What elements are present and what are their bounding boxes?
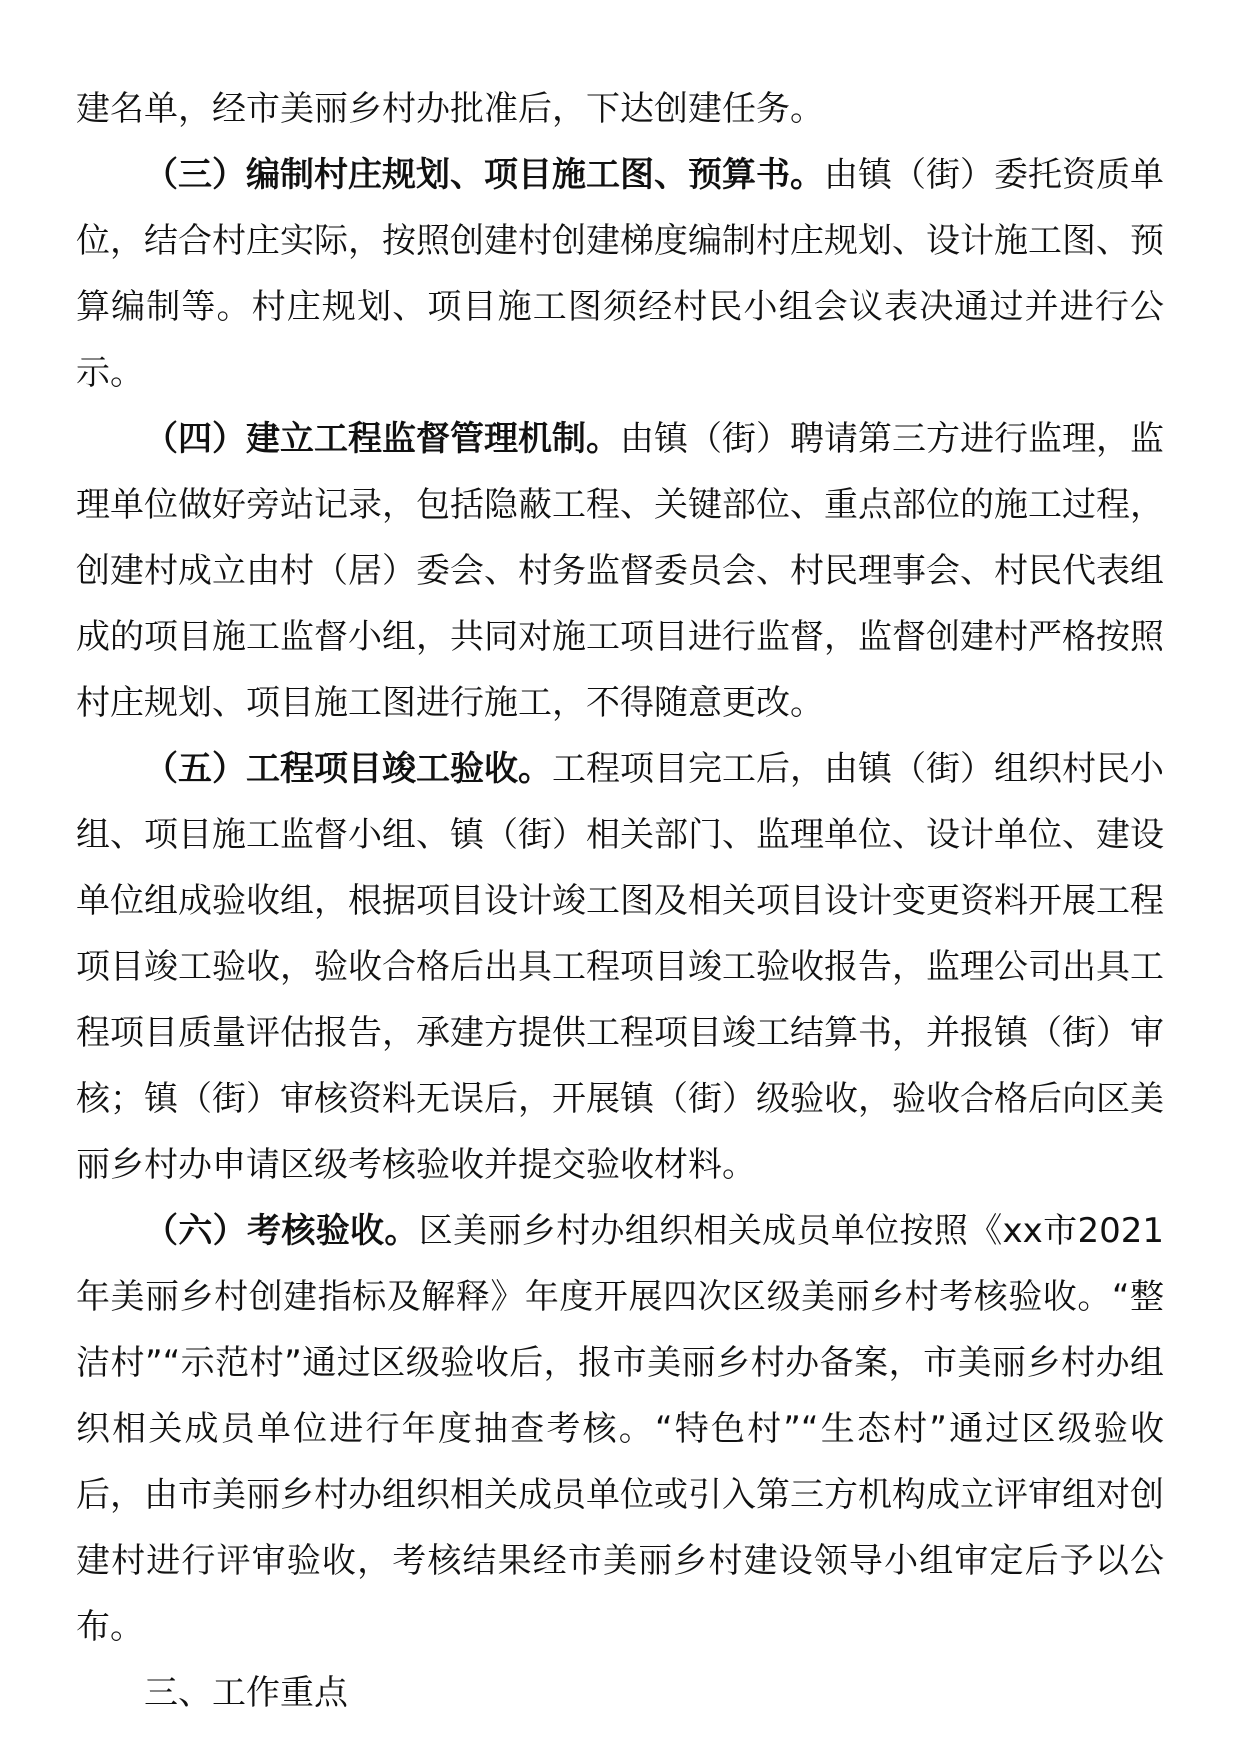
paragraph-text: 区美丽乡村办组织相关成员单位按照《xx市2021年美丽乡村创建指标及解释》年度开展四次区级美丽乡村考核验收。“整洁村”“示范村”通过区级验收后，报市美丽乡村办备案，市美丽乡村办组织相关成员单位进行年度抽查考核。“特色村”“生态村”通过区级验收后，由市美丽乡村办组织相关成员单位或引入第三方机构成立评审组对创建村进行评审验收，考核结果经市美丽乡村建设领导小组审定后予以公布。 [76,1211,1164,1647]
chapter-heading [76,1660,1164,1726]
paragraph-section-3 [76,142,1164,406]
section-heading: （三）编制村庄规划、项目施工图、预算书。 [144,155,824,195]
chapter-title: 三、工作重点 [144,1673,348,1713]
section-heading: （四）建立工程监督管理机制。 [144,419,620,459]
paragraph-continuation [76,76,1164,142]
paragraph-section-6 [76,1198,1164,1660]
paragraph-section-4 [76,406,1164,736]
paragraph-text: 由镇（街）委托资质单位，结合村庄实际，按照创建村创建梯度编制村庄规划、设计施工图、预算编制等。村庄规划、项目施工图须经村民小组会议表决通过并进行公示。 [76,155,1164,393]
paragraph-section-5 [76,736,1164,1198]
paragraph-text: 建名单，经市美丽乡村办批准后，下达创建任务。 [76,89,824,129]
paragraph-text: 工程项目完工后，由镇（街）组织村民小组、项目施工监督小组、镇（街）相关部门、监理单位、设计单位、建设单位组成验收组，根据项目设计竣工图及相关项目设计变更资料开展工程项目竣工验收，验收合格后出具工程项目竣工验收报告，监理公司出具工程项目质量评估报告，承建方提供工程项目竣工结算书，并报镇（街）审核；镇（街）审核资料无误后，开展镇（街）级验收，验收合格后向区美丽乡村办申请区级考核验收并提交验收材料。 [76,749,1164,1185]
section-heading: （五）工程项目竣工验收。 [144,749,552,789]
section-heading: （六）考核验收。 [144,1211,419,1251]
paragraph-text: 由镇（街）聘请第三方进行监理，监理单位做好旁站记录，包括隐蔽工程、关键部位、重点部位的施工过程，创建村成立由村（居）委会、村务监督委员会、村民理事会、村民代表组成的项目施工监督小组，共同对施工项目进行监督，监督创建村严格按照村庄规划、项目施工图进行施工，不得随意更改。 [76,419,1164,723]
document-page [76,76,1164,1726]
